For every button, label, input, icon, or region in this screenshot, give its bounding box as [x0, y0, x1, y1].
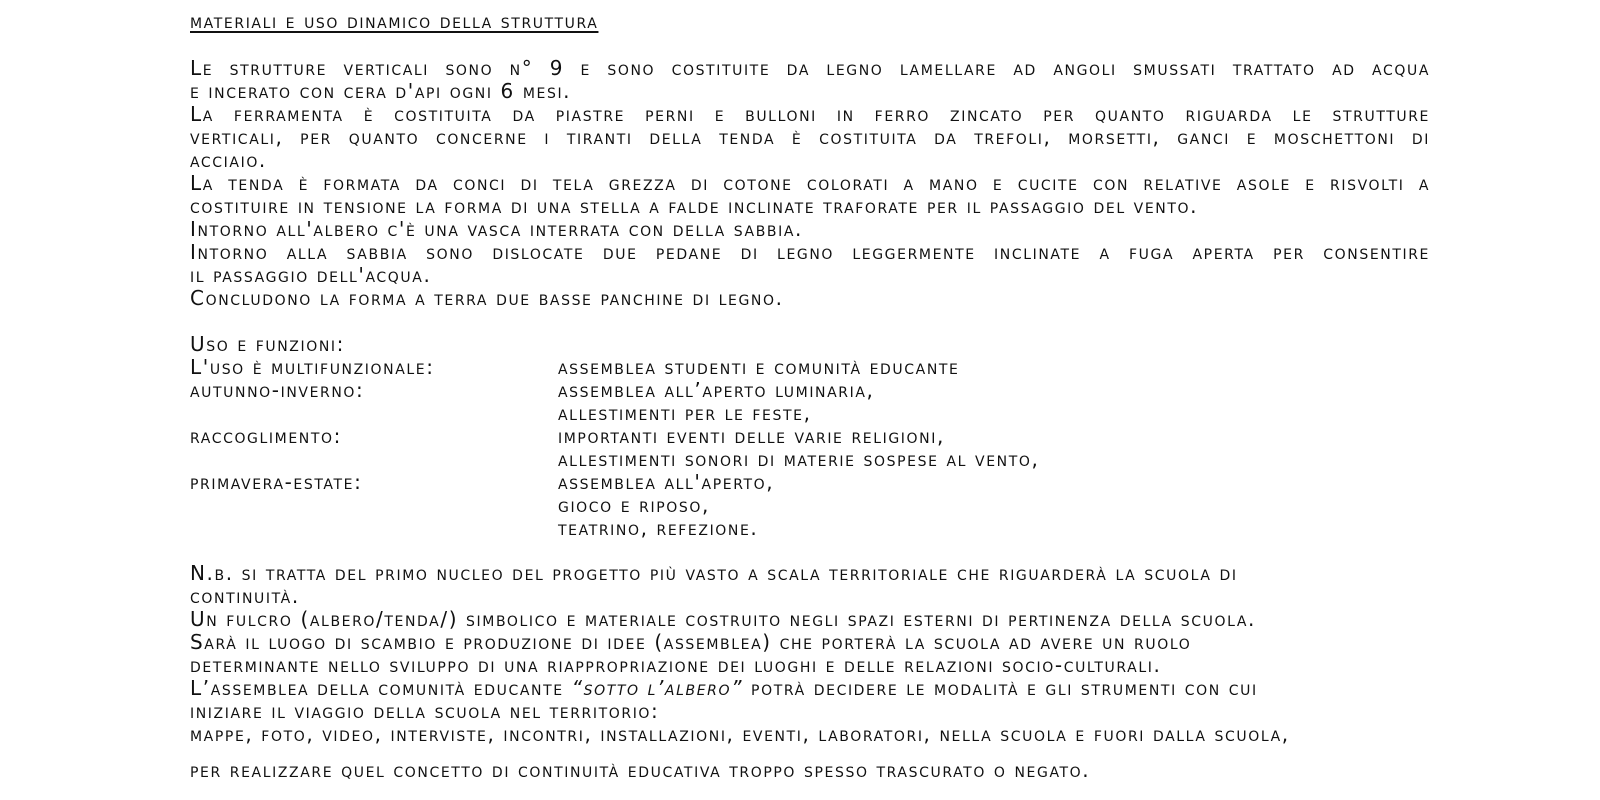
- nb-line: determinante nello sviluppo di una riappropriazione dei luoghi e delle relazioni socio-culturali.: [190, 653, 1162, 677]
- nb-line: N.b. si tratta del primo nucleo del progetto più vasto a scala territoriale che riguarderà la scuola di: [190, 561, 1238, 585]
- intro-line: Le strutture verticali sono n° 9 e sono costituite da legno lamellare ad angoli smussati trattato ad acqua: [190, 56, 1430, 80]
- intro-line: e incerato con cera d'api ogni 6 mesi.: [190, 79, 572, 103]
- use-value: allestimenti sonori di materie sospese al vento,: [558, 447, 1040, 471]
- use-value: assemblea all'aperto,: [558, 470, 775, 494]
- intro-line: Concludono la forma a terra due basse panchine di legno.: [190, 286, 784, 310]
- nb-line: continuità.: [190, 584, 300, 608]
- document-title: materiali e uso dinamico della struttura: [190, 9, 599, 33]
- intro-line: verticali, per quanto concerne i tiranti della tenda è costituita da trefoli, morsetti, ganci e moschettoni di: [190, 125, 1430, 149]
- use-label: autunno-inverno:: [190, 378, 365, 402]
- assembly-line-quote: “sotto l’albero”: [571, 676, 744, 700]
- use-value: teatrino, refezione.: [558, 516, 759, 540]
- nb-line: Un fulcro (albero/tenda/) simbolico e materiale costruito negli spazi esterni di pertinenza della scuola.: [190, 607, 1256, 631]
- assembly-line: [190, 677, 1258, 700]
- use-label: raccoglimento:: [190, 424, 342, 448]
- intro-line: il passaggio dell'acqua.: [190, 263, 432, 287]
- intro-line: La tenda è formata da conci di tela grezza di cotone colorati a mano e cucite con relative asole e risvolti a: [190, 171, 1430, 195]
- intro-line: costituire in tensione la forma di una stella a falde inclinate traforate per il passaggio del vento.: [190, 194, 1199, 218]
- intro-line: La ferramenta è costituita da piastre perni e bulloni in ferro zincato per quanto riguarda le strutture: [190, 102, 1430, 126]
- use-value: importanti eventi delle varie religioni,: [558, 424, 945, 448]
- use-value: allestimenti per le feste,: [558, 401, 812, 425]
- uses-heading: Uso e funzioni:: [190, 332, 345, 356]
- use-value: gioco e riposo,: [558, 493, 710, 517]
- intro-line: Intorno all'albero c'è una vasca interrata con della sabbia.: [190, 217, 803, 241]
- intro-line: Intorno alla sabbia sono dislocate due pedane di legno leggermente inclinate a fuga aperta per consentire: [190, 240, 1430, 264]
- use-value: assemblea studenti e comunità educante: [558, 355, 960, 379]
- nb-line: Sarà il luogo di scambio e produzione di idee (assemblea) che porterà la scuola ad avere un ruolo: [190, 630, 1192, 654]
- use-label: primavera-estate:: [190, 470, 363, 494]
- use-label: L'uso è multifunzionale:: [190, 355, 435, 379]
- closing-line: iniziare il viaggio della scuola nel territorio:: [190, 699, 660, 723]
- assembly-line-start: L’assemblea della comunità educante: [190, 676, 572, 700]
- intro-line: acciaio.: [190, 148, 267, 172]
- use-value: assemblea all’aperto luminaria,: [558, 378, 875, 402]
- assembly-line-end: potrà decidere le modalità e gli strumenti con cui: [743, 676, 1258, 700]
- closing-line: mappe, foto, video, interviste, incontri, installazioni, eventi, laboratori, nella scuola e fuori dalla scuola,: [190, 722, 1290, 746]
- closing-line: per realizzare quel concetto di continuità educativa troppo spesso trascurato o negato.: [190, 758, 1091, 782]
